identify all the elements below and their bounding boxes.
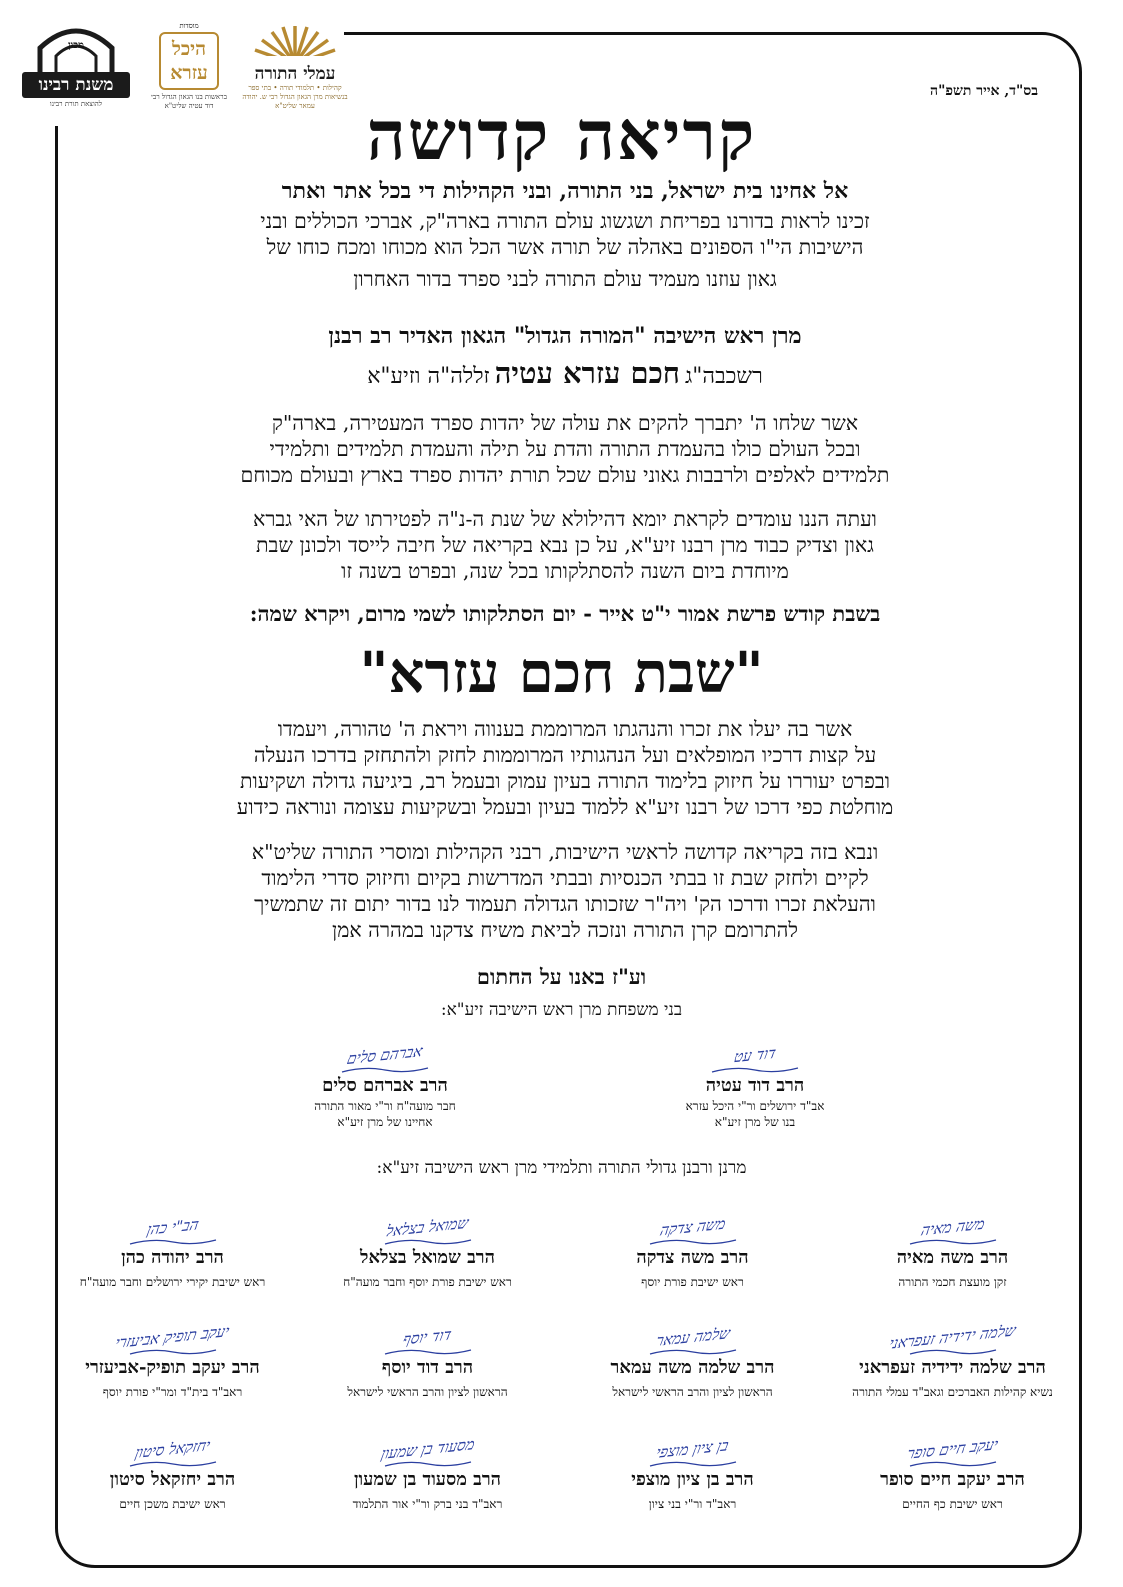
handwritten-signature xyxy=(265,1036,505,1074)
signature-flourish-icon xyxy=(908,1348,998,1356)
name-line xyxy=(125,356,1005,392)
signature-flourish-icon xyxy=(383,1460,473,1468)
signatory-role: ראש ישיבת פורת יוסף וחבר מועה"ח xyxy=(343,1275,512,1289)
paragraph-1 xyxy=(125,208,1005,292)
amelei-sub: קהילות • תלמודי תורה • בתי ספר xyxy=(248,84,342,92)
para4-line-3: ובפרט יעוררו על חיזוק בלימוד התורה בעיון עמוק ובעמל רב, ביגיעה גדולה ושקיעות xyxy=(240,769,890,793)
signature-text: בן ציון מוצפי xyxy=(654,1435,731,1463)
heichal-top: מוסדות xyxy=(179,22,199,30)
signature-text: שמואל בצלאל xyxy=(384,1213,471,1241)
amelei-sub2: בנשיאות מרן הגאון הגדול רבי ש. יהודה עמאר שליט"א xyxy=(242,93,348,110)
chacham-name: חכם עזרא עטיה xyxy=(494,356,680,390)
signature-text: יחזקאל סיטון xyxy=(133,1435,212,1463)
signature-text: דוד יוסף xyxy=(401,1325,454,1349)
signatory-name: הרב שמואל בצלאל xyxy=(360,1247,495,1268)
para5-line-1: ונבא בזה בקריאה קדושה לראשי הישיבות, רבני הקהילות ומוסרי התורה שליט"א xyxy=(251,840,879,864)
para3-line-2: גאון וצדיק כבוד מרן רבנו זיע"א, על כן נבא בקריאה של חיבה לייסד ולכונן שבת xyxy=(256,533,874,557)
para4-line-2: על קצות דרכיו המופלאים ועל הנהגותיו המרוממות לחזק ולהתחזק בדרכו הנעלה xyxy=(253,743,877,767)
paragraph-4 xyxy=(125,716,1005,820)
handwritten-signature xyxy=(635,1036,875,1074)
para2-line-3: תלמידים לאלפים ולרבבות גאוני עולם שכל תורת יהדות ספרד בארץ ובעולם מכוחם xyxy=(240,463,890,487)
rabbi-signatory-5 xyxy=(840,1318,1065,1400)
family-signatory-1 xyxy=(635,1036,875,1130)
para1-line-2: הישיבות הי"ו הספונים באהלה של תורה אשר הכל הוא מכוחו ומכח כוחו של xyxy=(266,235,864,259)
signature-text: יעקב תופיק אביעזרי xyxy=(113,1321,232,1353)
para5-line-3: והעלאת זכרו ודרכו הק' ויה"ר שזכותו הגדולה תעמוד לנו בדור יתום זה שתמשיך xyxy=(254,892,876,916)
page-title: קריאה קדושה xyxy=(366,96,757,176)
signatory-name: הרב מסעוד בן שמעון xyxy=(353,1469,502,1490)
signatory-name: הרב דוד עטיה xyxy=(705,1075,805,1096)
signatory-name: הרב יחזקאל סיטון xyxy=(109,1469,236,1490)
handwritten-signature xyxy=(60,1208,285,1246)
family-header: בני משפחת מרן ראש הישיבה זיע"א: xyxy=(440,1000,683,1020)
address-line: אל אחינו בית ישראל, בני התורה, ובני הקהילות די בכל אתר ואתר xyxy=(281,178,849,204)
signatory-role: בנו של מרן זיע"א xyxy=(714,1115,796,1129)
honor-line: מרן ראש הישיבה "המורה הגדול" הגאון האדיר רב רבנן xyxy=(328,323,802,349)
signature-text: אברהם סלים xyxy=(345,1041,425,1069)
signature-flourish-icon xyxy=(383,1238,473,1246)
para4-line-1: אשר בה יעלו את זכרו והנהגתו המרוממת בענווה ויראת ה' טהורה, ויעמדו xyxy=(277,717,853,741)
para2-line-1: אשר שלחו ה' יתברך להקים את עולה של יהדות ספרד המעטירה, בארה"ק xyxy=(271,411,859,435)
signatory-name: הרב יעקב חיים סופר xyxy=(880,1469,1025,1490)
signature-flourish-icon xyxy=(908,1238,998,1246)
rabbi-signatory-9 xyxy=(840,1430,1065,1512)
signatory-role: חבר מועה"ח ור"י מאור התורה xyxy=(314,1099,456,1113)
signatory-role: ראש ישיבת פורת יוסף xyxy=(641,1275,744,1289)
signature-flourish-icon xyxy=(908,1460,998,1468)
signatory-role: הראשון לציון והרב הראשי לישראל xyxy=(347,1385,508,1399)
mishnat-top: מכון xyxy=(68,40,84,51)
handwritten-signature xyxy=(315,1208,540,1246)
signatory-role: אחיינו של מרן זיע"א xyxy=(337,1115,433,1129)
signatory-name: הרב שלמה ידידיה זעפראני xyxy=(859,1357,1046,1378)
paragraph-2 xyxy=(125,410,1005,488)
signature-text: משה צדקה xyxy=(658,1214,728,1240)
para5-line-2: לקיים ולחזק שבת זו בבתי הכנסיות ובבתי המדרשות בקיום וחיזוק סדרי הלימוד xyxy=(261,866,869,890)
signatory-name: הרב שלמה משה עמאר xyxy=(610,1357,775,1378)
rabbi-signatory-2 xyxy=(580,1208,805,1290)
signatory-name: הרב משה צדקה xyxy=(636,1247,749,1268)
paragraph-5 xyxy=(125,839,1005,943)
name-prefix: רשכבה"ג xyxy=(685,364,763,389)
handwritten-signature xyxy=(580,1430,805,1468)
rabbi-signatory-10 xyxy=(580,1430,805,1512)
signatory-name: הרב יהודה כהן xyxy=(121,1247,224,1268)
handwritten-signature xyxy=(60,1318,285,1356)
rabbi-signatory-1 xyxy=(840,1208,1065,1290)
handwritten-signature xyxy=(580,1318,805,1356)
date-line: בס"ד, אייר תשפ"ה xyxy=(930,83,1038,99)
rabbi-signatory-7 xyxy=(315,1318,540,1400)
signature-text: מסעוד בן שמעון xyxy=(379,1434,477,1464)
handwritten-signature xyxy=(840,1318,1065,1356)
signed-line: וע"ז באנו על החתום xyxy=(476,964,647,989)
para1-line-3: גאון עוזנו מעמיד עולם התורה לבני ספרד בדור האחרון xyxy=(353,267,777,291)
signatory-role: זקן מועצת חכמי התורה xyxy=(898,1275,1007,1289)
handwritten-signature xyxy=(580,1208,805,1246)
signatory-role: ראב"ד בני ברק ור"י אור התלמוד xyxy=(352,1497,503,1511)
name-suffix: זללה"ה וזיע"א xyxy=(367,364,490,389)
rabbi-signatory-12 xyxy=(60,1430,285,1512)
signatory-role: אב"ד ירושלים ור"י היכל עזרא xyxy=(685,1099,825,1113)
rabbi-signatory-6 xyxy=(580,1318,805,1400)
signature-flourish-icon xyxy=(128,1348,218,1356)
signature-flourish-icon xyxy=(648,1460,738,1468)
amelei-name: עמלי התורה xyxy=(254,64,336,84)
paragraph-3 xyxy=(125,506,1005,584)
announce-line: בשבת קודש פרשת אמור י"ט אייר - יום הסתלקותו לשמי מרום, ויקרא שמה: xyxy=(249,601,881,626)
heichal-sub: בראשות בנו הגאון הגדול רבי דוד עטיה שליט"א xyxy=(151,93,227,110)
signatory-role: ראש ישיבת יקירי ירושלים וחבר מועה"ח xyxy=(79,1275,266,1289)
handwritten-signature xyxy=(315,1318,540,1356)
signature-text: הב"י כהן xyxy=(145,1215,201,1239)
rabbi-signatory-8 xyxy=(60,1318,285,1400)
signatory-name: הרב אברהם סלים xyxy=(322,1075,448,1096)
para2-line-2: ובכל העולם כולו בהעמדת התורה והדת על תילה והעמדת תלמידים ותלמידי xyxy=(269,437,861,461)
signature-flourish-icon xyxy=(340,1066,430,1074)
handwritten-signature xyxy=(315,1430,540,1468)
signature-text: שלמה עמאר xyxy=(653,1323,732,1351)
signature-flourish-icon xyxy=(648,1348,738,1356)
signatory-name: הרב בן ציון מוצפי xyxy=(631,1469,754,1490)
sunrise-icon xyxy=(247,22,343,66)
signatory-role: נשיא קהילות האברכים וגאב"ד עמלי התורה xyxy=(852,1385,1053,1399)
signatory-role: ראב"ד בית"ד ומר"י פורת יוסף xyxy=(102,1385,243,1399)
signature-text: יעקב חיים סופר xyxy=(905,1434,1000,1463)
rabbis-header: מרנן ורבנן גדולי התורה ותלמידי מרן ראש הישיבה זיע"א: xyxy=(376,1158,747,1178)
signatory-name: הרב משה מאיה xyxy=(896,1247,1009,1268)
handwritten-signature xyxy=(60,1430,285,1468)
signature-flourish-icon xyxy=(710,1066,800,1074)
signature-text: משה מאיה xyxy=(918,1214,987,1240)
para1-line-1: זכינו לראות בדורנו בפריחת ושגשוג עולם התורה בארה"ק, אברכי הכוללים ובני xyxy=(260,209,870,233)
signatory-role: ראב"ד ור"י בני ציון xyxy=(648,1497,737,1511)
para3-line-1: ועתה הננו עומדים לקראת יומא דהילולא של שנת ה-נ"ה לפטירתו של האי גברא xyxy=(253,507,877,531)
signature-flourish-icon xyxy=(383,1348,473,1356)
signature-flourish-icon xyxy=(648,1238,738,1246)
rabbi-signatory-11 xyxy=(315,1430,540,1512)
heichal-name: היכל עזרא xyxy=(159,32,219,90)
signature-flourish-icon xyxy=(128,1460,218,1468)
signature-text: דוד עט xyxy=(732,1043,778,1067)
mishnat-name: משנת רבינו xyxy=(22,72,130,98)
signatory-role: ראש ישיבת משכן חיים xyxy=(119,1497,226,1511)
signatory-name: הרב דוד יוסף xyxy=(381,1357,474,1378)
signatory-role: הראשון לציון והרב הראשי לישראל xyxy=(612,1385,773,1399)
signatory-role: ראש ישיבת כף החיים xyxy=(902,1497,1003,1511)
family-signatory-2 xyxy=(265,1036,505,1130)
handwritten-signature xyxy=(840,1430,1065,1468)
rabbi-signatory-3 xyxy=(315,1208,540,1290)
handwritten-signature xyxy=(840,1208,1065,1246)
mishnat-sub: להוצאת תורת רבינו xyxy=(49,100,103,108)
rabbi-signatory-4 xyxy=(60,1208,285,1290)
signature-text: שלמה ידידיה זעפראני xyxy=(887,1321,1018,1353)
para3-line-3: מיוחדת ביום השנה להסתלקותו בכל שנה, ובפרט בשנה זו xyxy=(341,559,789,583)
signature-flourish-icon xyxy=(128,1238,218,1246)
para5-line-4: להתרומם קרן התורה ונזכה לביאת משיח צדקנו במהרה אמן xyxy=(331,918,799,942)
shabbat-title: "שבת חכם עזרא" xyxy=(359,640,764,706)
para4-line-4: מוחלטת כפי דרכו של רבנו זיע"א ללמוד בעיון ובעמל ובשקיעות עצומה ונוראה כידוע xyxy=(236,795,894,819)
signatory-name: הרב יעקב תופיק-אביעזרי xyxy=(85,1357,260,1378)
